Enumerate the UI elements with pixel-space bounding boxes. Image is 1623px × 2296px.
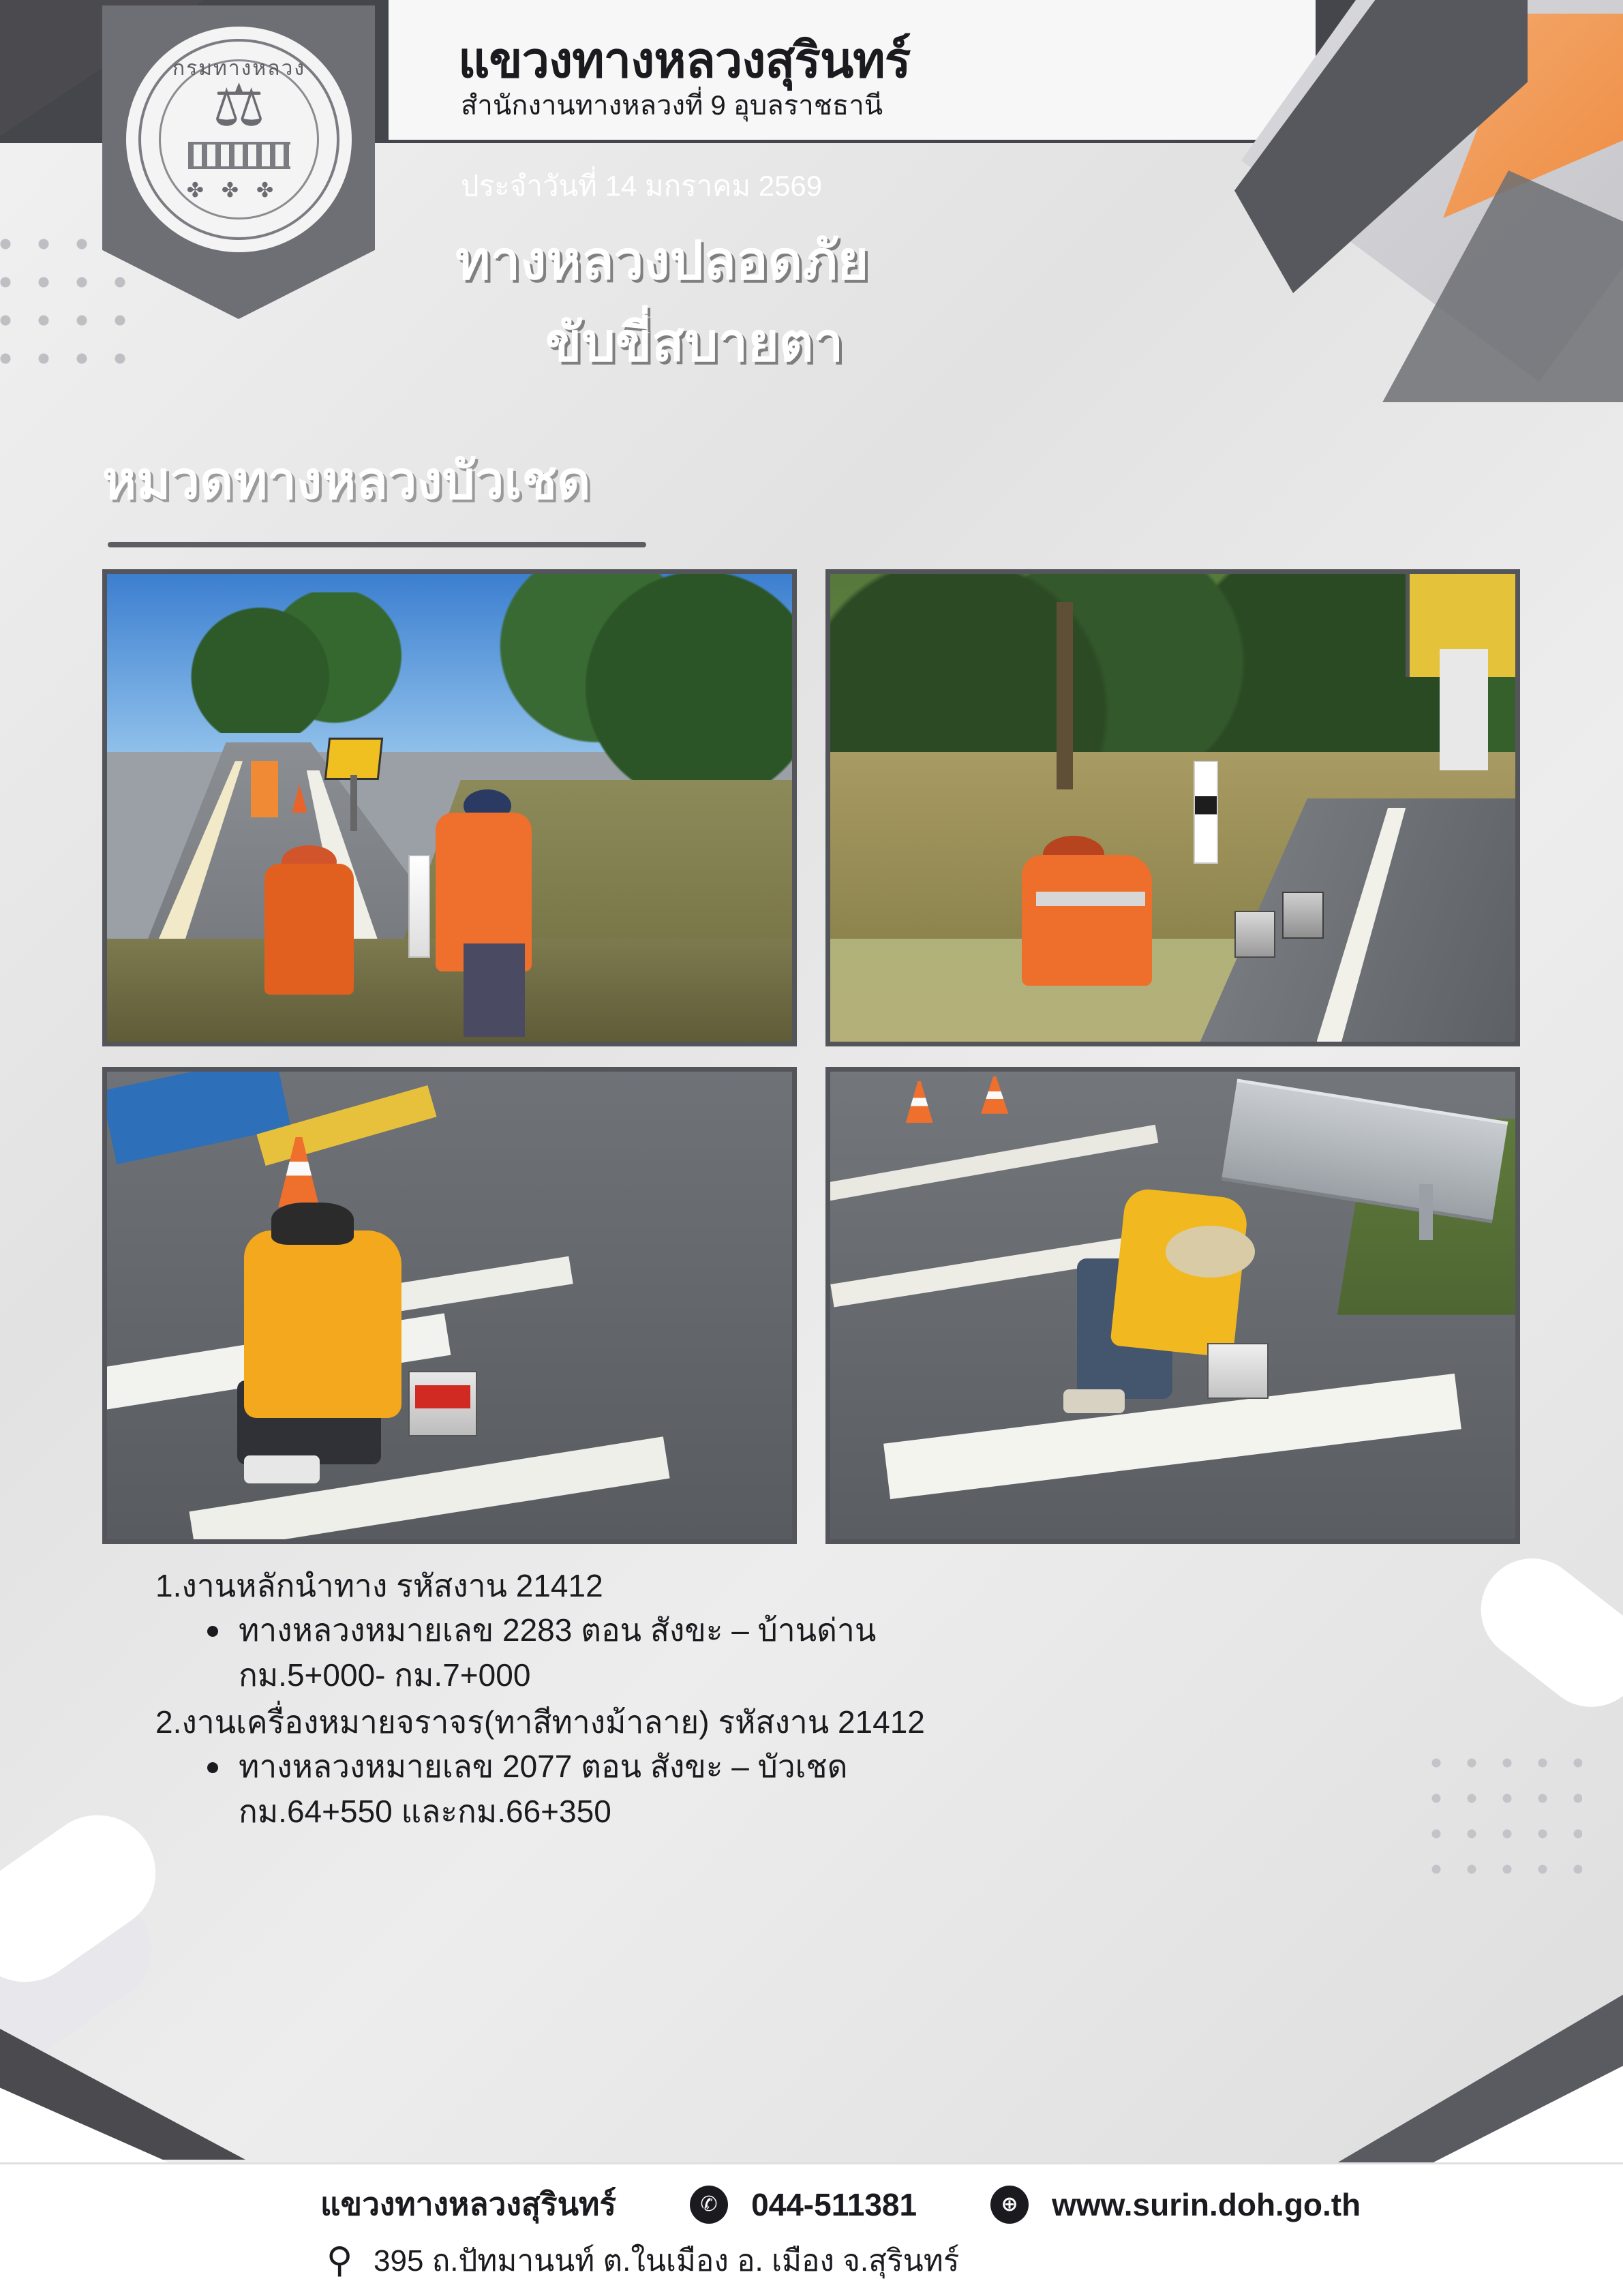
logo-bridge-icon <box>188 142 290 169</box>
footer-contact-row <box>320 2179 1361 2229</box>
footer-address-row <box>320 2237 959 2284</box>
detail-bullet-1-cont: กม.5+000- กม.7+000 <box>239 1657 531 1693</box>
photo-guide-post-painting <box>102 569 797 1046</box>
detail-item-1: 1.งานหลักนำทาง รหัสงาน 21412 <box>155 1568 603 1603</box>
balance-scale-icon: ⚖ <box>212 73 266 138</box>
logo-inner-ring <box>138 39 339 240</box>
date-label: ประจำวันที่ 14 มกราคม 2569 <box>461 170 823 202</box>
logo-circle <box>121 22 357 257</box>
work-details-list <box>155 1561 1451 1834</box>
logo-top-text: กรมทางหลวง <box>172 57 305 80</box>
photo-black-white-post <box>825 569 1520 1046</box>
footer-website[interactable]: www.surin.doh.go.th <box>1052 2186 1361 2222</box>
detail-item-2: 2.งานเครื่องหมายจราจร(ทาสีทางม้าลาย) รหัสงาน 21412 <box>155 1704 925 1740</box>
section-title: หมวดทางหลวงบัวเชด <box>102 452 591 510</box>
photo-crosswalk-painting <box>102 1067 797 1544</box>
photo-edge-line-painting <box>825 1067 1520 1544</box>
photo-row-2 <box>102 1067 1520 1544</box>
organization-subtitle: สำนักงานทางหลวงที่ 9 อุบลราชธานี <box>461 91 883 121</box>
slogan-line-1: ทางหลวงปลอดภัย <box>455 230 869 290</box>
slogan-line-2: ขับขี่สบายตา <box>545 312 844 372</box>
detail-bullet-2-cont: กม.64+550 และกม.66+350 <box>239 1793 611 1829</box>
globe-icon: ⊕ <box>990 2186 1029 2224</box>
photo-grid <box>102 569 1520 1565</box>
blob-decor-right <box>1460 1538 1623 1727</box>
detail-bullet-2: ทางหลวงหมายเลข 2077 ตอน สังขะ – บัวเชด <box>196 1744 1451 1789</box>
detail-bullet-1: ทางหลวงหมายเลข 2283 ตอน สังขะ – บ้านด่าน <box>196 1608 1451 1652</box>
footer-phone[interactable]: 044-511381 <box>751 2186 917 2222</box>
map-pin-icon: ⚲ <box>326 2241 353 2280</box>
organization-title: แขวงทางหลวงสุรินทร์ <box>458 33 911 88</box>
phone-icon: ✆ <box>690 2186 728 2224</box>
logo-plus-marks: ✤✤✤ <box>186 179 292 202</box>
section-divider <box>108 542 646 547</box>
photo-row-1 <box>102 569 1520 1046</box>
footer-address: 395 ถ.ปัทมานนท์ ต.ในเมือง อ. เมือง จ.สุรินทร์ <box>374 2244 960 2278</box>
footer-bar <box>0 2162 1623 2296</box>
footer-office-name: แขวงทางหลวงสุรินทร์ <box>320 2186 617 2222</box>
department-logo <box>82 5 368 326</box>
